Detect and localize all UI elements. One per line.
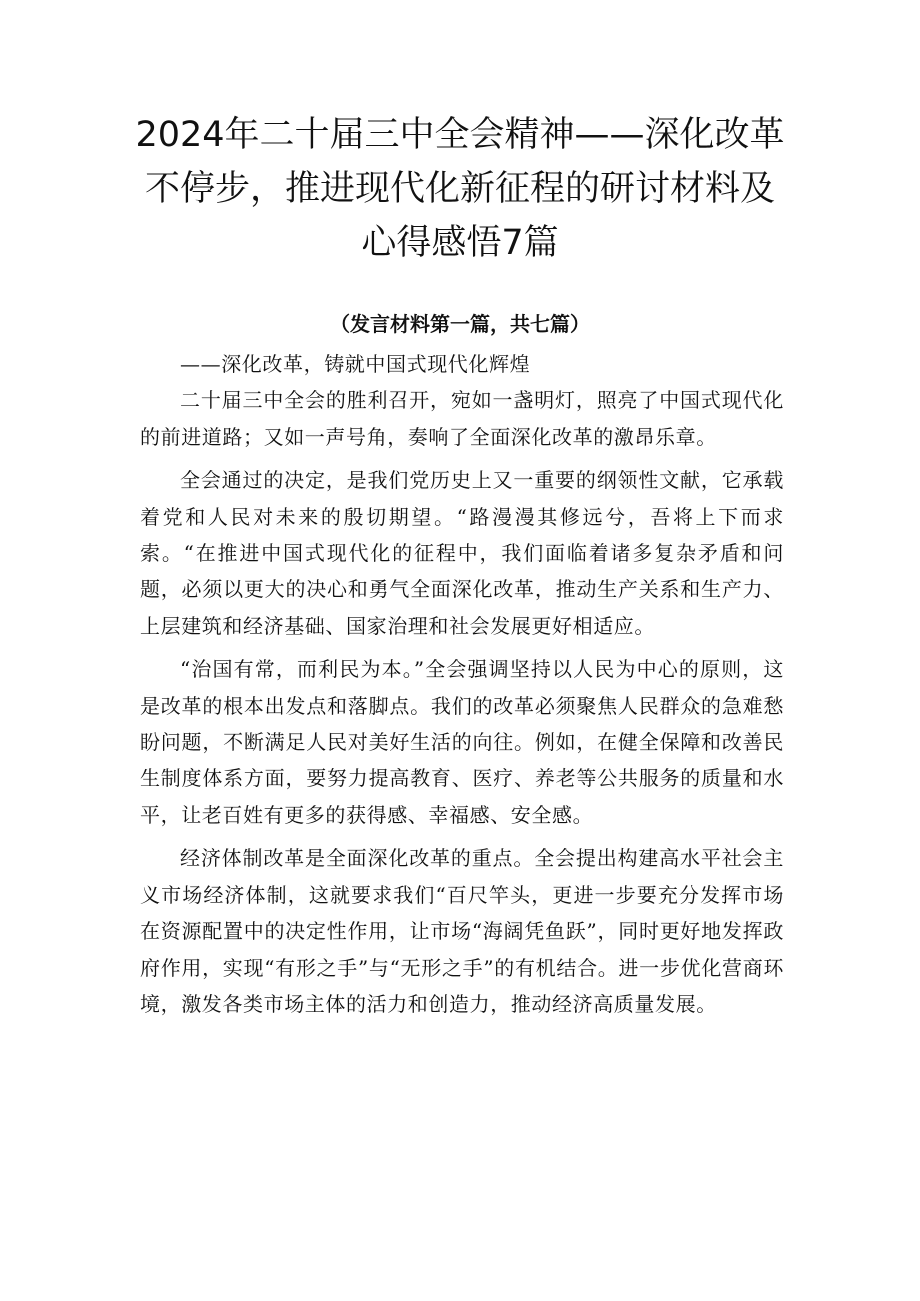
paragraph: 经济体制改革是全面深化改革的重点。全会提出构建高水平社会主义市场经济体制，这就要求我们“百尺竿头，更进一步要充分发挥市场在资源配置中的决定性作用，让市场“海阔凭鱼跃”，同时更好地发挥政府作用，实现“有形之手”与“无形之手”的有机结合。进一步优化营商环境，激发各类市场主体的活力和创造力，推动经济高质量发展。 xyxy=(140,846,784,1016)
paragraph: “治国有常，而利民为本。”全会强调坚持以人民为中心的原则，这是改革的根本出发点和落脚点。我们的改革必须聚焦人民群众的急难愁盼问题，不断满足人民对美好生活的向往。例如，在健全保障和改善民生制度体系方面，要努力提高教育、医疗、养老等公共服务的质量和水平，让老百姓有更多的获得感、幸福感、安全感。 xyxy=(140,657,784,827)
title-line-1: 2024年二十届三中全会精神——深化改革 xyxy=(135,115,785,155)
paragraph: 全会通过的决定，是我们党历史上又一重要的纲领性文献，它承载着党和人民对未来的殷切期望。“路漫漫其修远兮，吾将上下而求索。“在推进中国式现代化的征程中，我们面临着诸多复杂矛盾和问题，必须以更大的决心和勇气全面深化改革，推动生产关系和生产力、上层建筑和经济基础、国家治理和社会发展更好相适应。 xyxy=(140,468,784,638)
document-title xyxy=(120,108,800,270)
paragraph: 二十届三中全会的胜利召开，宛如一盏明灯，照亮了中国式现代化的前进道路；又如一声号角，奏响了全面深化改革的激昂乐章。 xyxy=(140,388,784,449)
title-line-3: 心得感悟7篇 xyxy=(361,223,559,263)
document-subtitle: （发言材料第一篇，共七篇） xyxy=(330,312,590,336)
document-body xyxy=(140,346,784,1022)
title-line-2: 不停步，推进现代化新征程的研讨材料及 xyxy=(144,169,775,209)
tagline: ——深化改革，铸就中国式现代化辉煌 xyxy=(180,352,531,376)
